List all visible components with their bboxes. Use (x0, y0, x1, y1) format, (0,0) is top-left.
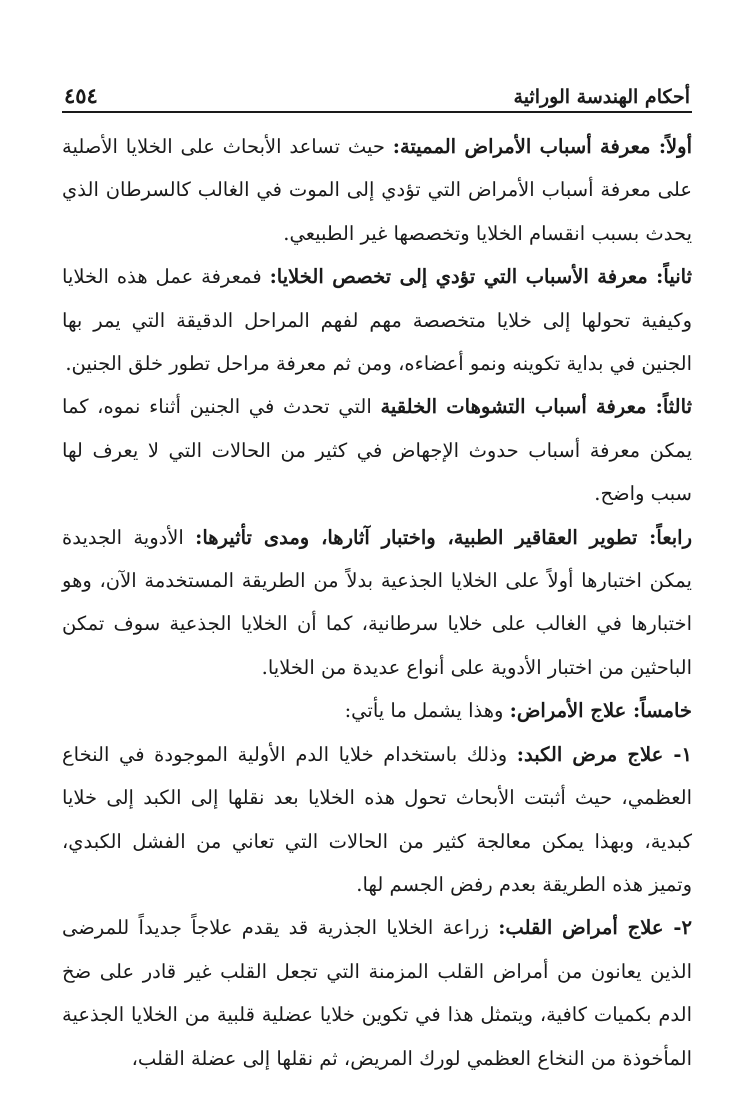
paragraph-heading: ثانياً: معرفة الأسباب التي تؤدي إلى تخصص الخلايا: (269, 265, 692, 289)
paragraph-text: وهذا يشمل ما يأتي: (344, 699, 510, 723)
paragraph-heading: أولاً: معرفة أسباب الأمراض المميتة: (392, 135, 693, 158)
paragraph-text: الأدوية الجديدة يمكن اختبارها أولاً على الخلايا الجذعية بدلاً من الطريقة المستخدمة الآن، وهو اختبارها في الغالب على خلايا سرطانية، كما أن الخلايا الجذعية سوف تمكن الباحثين من اختبار الأدوية على أنواع عديدة من الخلايا. (62, 525, 692, 679)
book-page (62, 78, 692, 1080)
paragraph-heading: ثالثاً: معرفة أسباب التشوهات الخلقية (380, 395, 692, 419)
paragraph-heading: رابعاً: تطوير العقاقير الطبية، واختبار آثارها، ومدى تأثيرها: (195, 525, 692, 549)
page-header (62, 78, 692, 113)
paragraph-5 (62, 689, 692, 732)
paragraph-heading: خامساً: علاج الأمراض: (509, 699, 692, 723)
paragraph-heading: ٢- علاج أمراض القلب: (498, 916, 692, 940)
paragraph-heading: ١- علاج مرض الكبد: (516, 742, 693, 766)
paragraph-4 (62, 516, 692, 690)
page-body (62, 125, 692, 1080)
paragraph-6 (62, 733, 692, 907)
paragraph-7 (62, 906, 692, 1080)
paragraph-text: حيث تساعد الأبحاث على الخلايا الأصلية على معرفة أسباب الأمراض التي تؤدي إلى الموت في الغالب كالسرطان الذي يحدث بسبب انقسام الخلايا وتخصصها غير الطبيعي. (62, 135, 692, 245)
paragraph-1 (62, 125, 692, 255)
paragraph-text: فمعرفة عمل هذه الخلايا وكيفية تحولها إلى خلايا متخصصة مهم لفهم المراحل الدقيقة التي يمر بها الجنين في بداية تكوينه ونمو أعضاءه، ومن ثم معرفة مراحل تطور خلق الجنين. (62, 265, 692, 376)
paragraph-2 (62, 255, 692, 385)
running-title: أحكام الهندسة الوراثية (513, 86, 690, 108)
paragraph-text: زراعة الخلايا الجذرية قد يقدم علاجاً جديداً للمرضى الذين يعانون من أمراض القلب المزمنة التي تجعل القلب غير قادر على ضخ الدم بكميات كافية، ويتمثل هذا في تكوين خلايا عضلية قلبية من الخلايا الجذعية المأخوذة من النخاع العظمي لورك المريض، ثم نقلها إلى عضلة القلب، (62, 916, 692, 1070)
paragraph-3 (62, 385, 692, 515)
page-number: ٤٥٤ (64, 83, 98, 108)
paragraph-text: وذلك باستخدام خلايا الدم الأولية الموجودة في النخاع العظمي، حيث أثبتت الأبحاث تحول هذه الخلايا بعد نقلها إلى الكبد إلى خلايا كبدية، وبهذا يمكن معالجة كثير من الحالات التي تعاني من الفشل الكبدي، وتميز هذه الطريقة بعدم رفض الجسم لها. (62, 742, 692, 896)
paragraph-text: التي تحدث في الجنين أثناء نموه، كما يمكن معرفة أسباب حدوث الإجهاض في كثير من الحالات التي لا يعرف لها سبب واضح. (62, 395, 692, 506)
